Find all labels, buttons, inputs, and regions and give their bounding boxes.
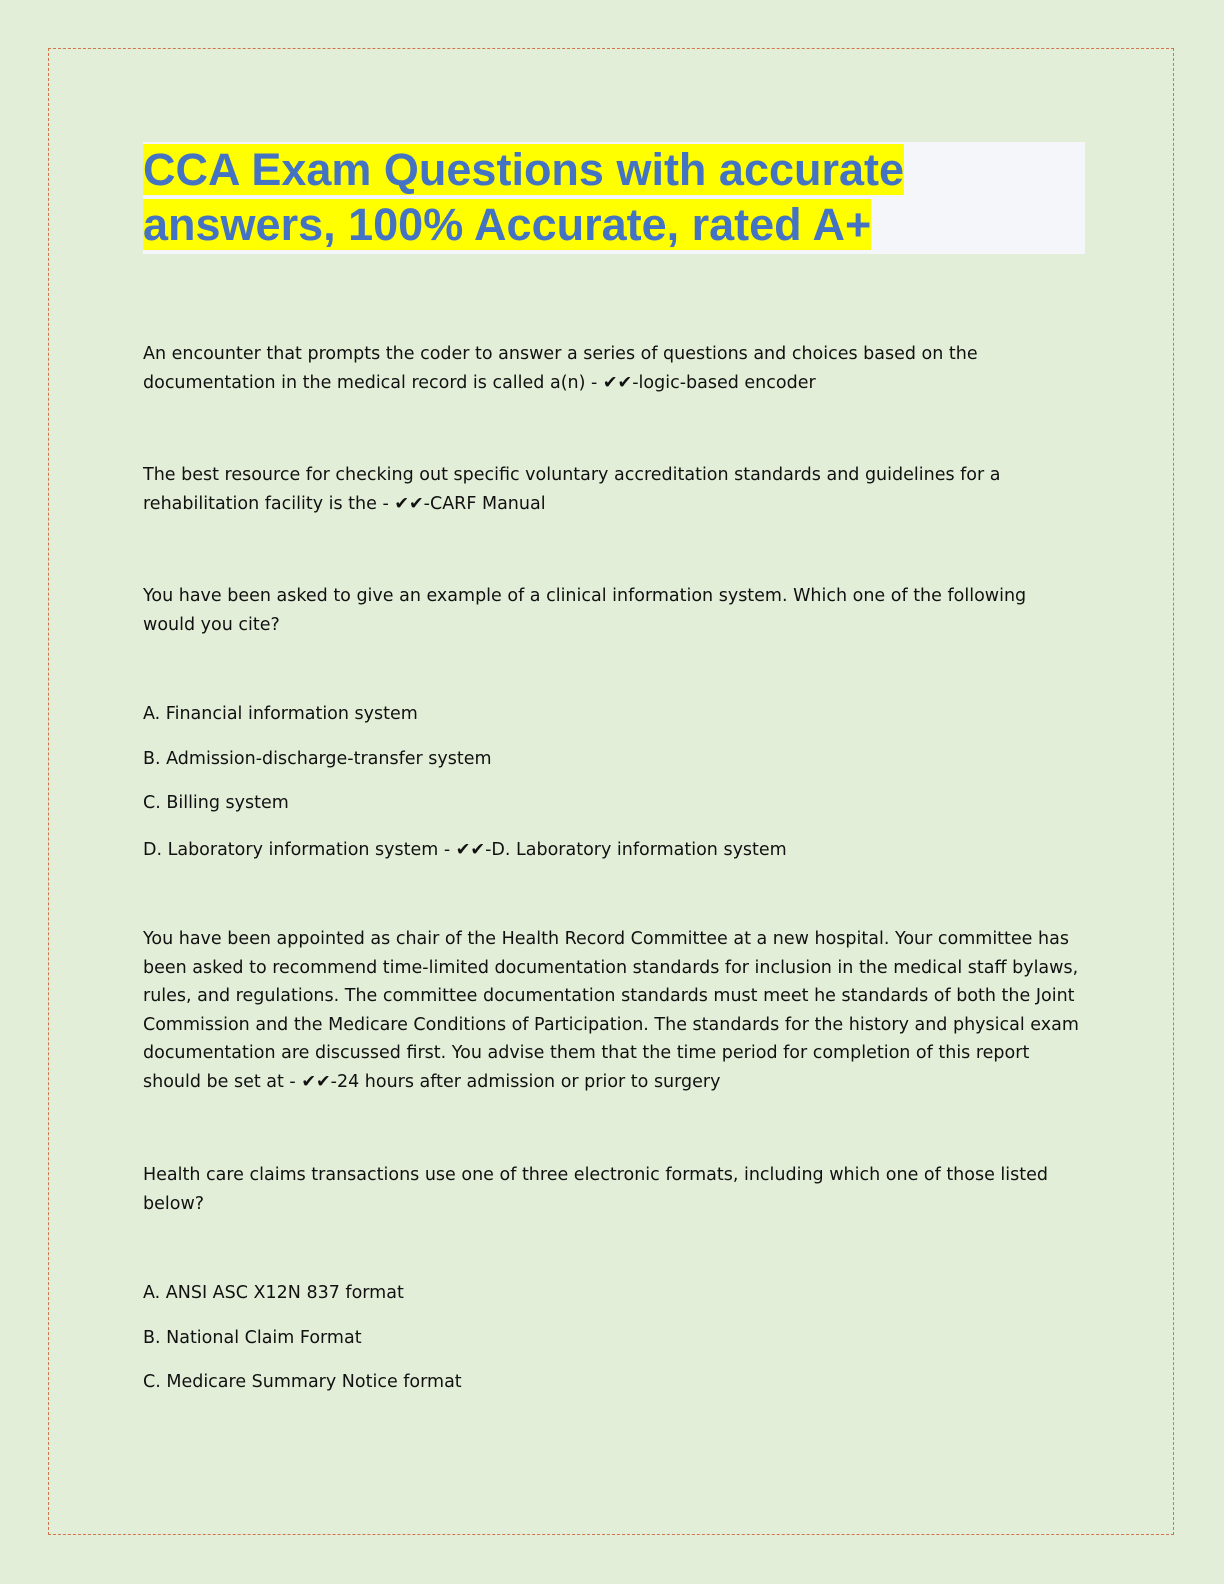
question-4-answer: -24 hours after admission or prior to surgery — [330, 1071, 721, 1092]
question-2 — [143, 461, 1083, 519]
question-1-text: An encounter that prompts the coder to answer a series of questions and choices based on the documentation in the medical record is called a(n) - — [143, 344, 978, 393]
question-5-option-a: A. ANSI ASC X12N 837 format — [143, 1283, 404, 1303]
question-2-answer: -CARF Manual — [423, 494, 546, 514]
checkmark-icon: ✔✔ — [602, 373, 633, 393]
question-1-answer: -logic-based encoder — [632, 373, 816, 393]
checkmark-icon: ✔✔ — [394, 494, 424, 514]
question-3-option-a: A. Financial information system — [143, 704, 418, 724]
title-block — [143, 142, 1085, 254]
question-2-text: The best resource for checking out specific voluntary accreditation standards and guidelines for a rehabilitation facility is the - — [143, 465, 1001, 514]
question-5-text: Health care claims transactions use one of three electronic formats, including which one of those listed below? — [143, 1165, 1049, 1214]
question-5-option-c: C. Medicare Summary Notice format — [143, 1372, 462, 1392]
question-3-option-d-text: D. Laboratory information system - — [143, 840, 456, 860]
document-title — [143, 142, 904, 252]
question-3-option-c: C. Billing system — [143, 793, 289, 813]
question-3-option-d — [143, 838, 787, 862]
question-4-text: You have been appointed as chair of the Health Record Committee at a new hospital. Your committee has been asked to recommend time-limited documentation standards for inclusion in the medical staff bylaws, rules, and regulations. The committee documentation standards must meet he standards of both the Joint Commission and the Medicare Conditions of Participation. The standards for the history and physical exam documentation are discussed first. You advise them that the time period for completion of this report should be set at - — [143, 929, 1079, 1092]
title-line-2: answers, 100% Accurate, rated A+ — [143, 199, 872, 250]
question-3 — [143, 582, 1083, 640]
title-line-1: CCA Exam Questions with accurate — [143, 144, 905, 195]
question-3-option-b: B. Admission-discharge-transfer system — [143, 749, 492, 769]
question-4 — [143, 925, 1083, 1097]
question-5 — [143, 1161, 1083, 1219]
question-5-option-b: B. National Claim Format — [143, 1328, 362, 1348]
question-1 — [143, 340, 1083, 398]
checkmark-icon: ✔✔ — [455, 840, 486, 860]
checkmark-icon: ✔✔ — [301, 1071, 331, 1092]
question-3-answer: -D. Laboratory information system — [485, 840, 787, 860]
question-3-text: You have been asked to give an example of a clinical information system. Which one of the following would you cite? — [143, 586, 1027, 635]
